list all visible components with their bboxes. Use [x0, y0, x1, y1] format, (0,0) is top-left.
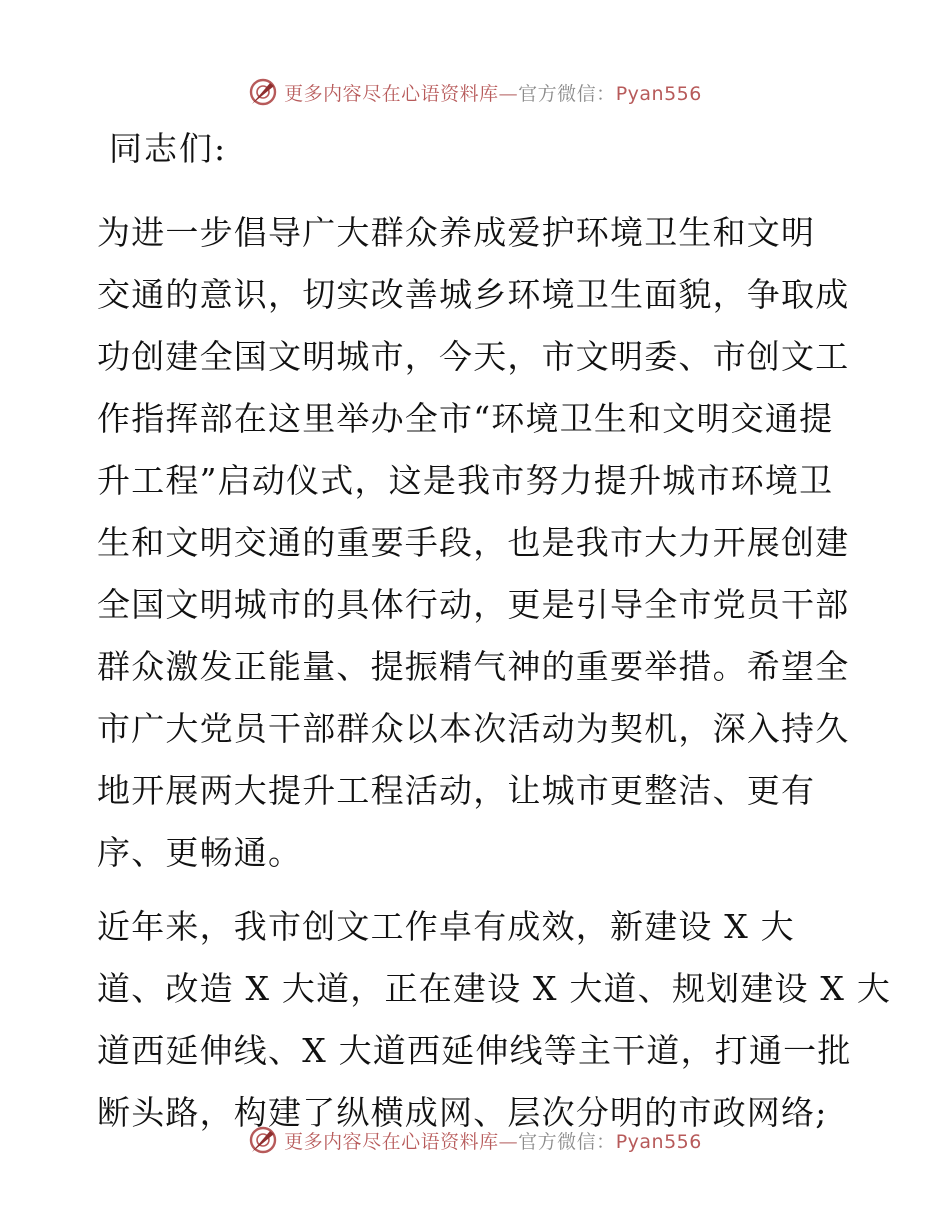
paragraph-line: 为进一步倡导广大群众养成爱护环境卫生和文明 [97, 213, 816, 252]
header-wechat-handle: Pyan556 [615, 82, 702, 105]
quill-logo-icon [248, 1125, 278, 1155]
footer-banner [0, 1120, 950, 1160]
paragraph-line: 群众激发正能量、提振精气神的重要举措。希望全 [97, 647, 850, 686]
header-banner-text [284, 79, 702, 106]
quill-logo-icon [248, 77, 278, 107]
paragraph-line: 功创建全国文明城市，今天，市文明委、市创文工 [97, 337, 850, 376]
paragraph-line: 道西延伸线、X 大道西延伸线等主干道，打通一批 [97, 1031, 852, 1070]
paragraph-line: 近年来，我市创文工作卓有成效，新建设 X 大 [97, 907, 795, 946]
header-brand-text: 更多内容尽在心语资料库 [284, 82, 499, 105]
paragraph-line: 市广大党员干部群众以本次活动为契机，深入持久 [97, 709, 850, 748]
paragraph-line: 全国文明城市的具体行动，更是引导全市党员干部 [97, 585, 850, 624]
header-banner [0, 72, 950, 112]
header-separator: — [498, 82, 519, 105]
header-wechat-label: 官方微信： [518, 82, 616, 105]
footer-separator: — [498, 1130, 519, 1153]
footer-brand-text: 更多内容尽在心语资料库 [284, 1130, 499, 1153]
paragraph-line: 道、改造 X 大道，正在建设 X 大道、规划建设 X 大 [97, 969, 892, 1008]
paragraph-line: 地开展两大提升工程活动，让城市更整洁、更有 [97, 771, 816, 810]
salutation: 同志们: [109, 129, 228, 168]
document-body [97, 122, 892, 1148]
footer-banner-text [284, 1127, 702, 1154]
header-banner-content [248, 77, 702, 107]
paragraph-2 [97, 900, 892, 1140]
footer-banner-content [248, 1125, 702, 1155]
paragraph-line: 生和文明交通的重要手段，也是我市大力开展创建 [97, 523, 850, 562]
footer-wechat-handle: Pyan556 [615, 1130, 702, 1153]
paragraph-line: 序、更畅通。 [97, 833, 303, 872]
footer-wechat-label: 官方微信： [518, 1130, 616, 1153]
paragraph-line: 升工程”启动仪式，这是我市努力提升城市环境卫 [97, 461, 834, 500]
paragraph-line: 断头路，构建了纵横成网、层次分明的市政网络; [97, 1093, 828, 1132]
paragraph-1 [97, 206, 857, 880]
paragraph-line: 交通的意识，切实改善城乡环境卫生面貌，争取成 [97, 275, 850, 314]
paragraph-line: 作指挥部在这里举办全市“环境卫生和文明交通提 [97, 399, 834, 438]
